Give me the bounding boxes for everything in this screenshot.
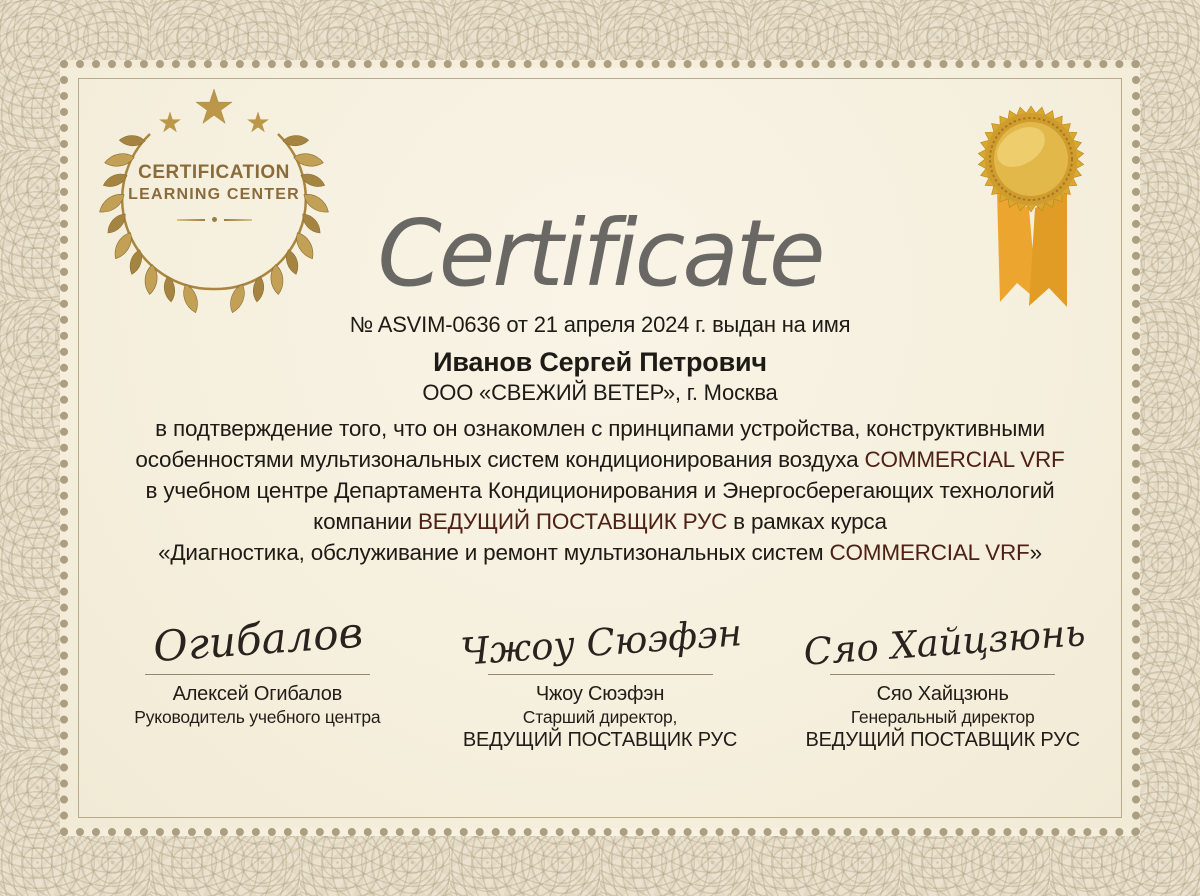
gold-rosette-ribbon-icon [955, 100, 1110, 315]
serial-line: № ASVIM-0636 от 21 апреля 2024 г. выдан на имя [349, 312, 851, 337]
signer-role: Генеральный директор [850, 707, 1035, 727]
signer-role: Руководитель учебного центра [134, 707, 381, 727]
body-line: в учебном центре Департамента Кондиционирования и Энергосберегающих технологий [145, 478, 1055, 503]
signature-block-2 [429, 582, 772, 753]
recipient-name: Иванов Сергей Петрович [433, 347, 767, 377]
certificate-body [68, 413, 1132, 568]
certificate-content [68, 68, 1132, 828]
signature-script: Сяо Хайцзюнь [801, 611, 1087, 674]
divider-bar [224, 219, 252, 221]
signature-script: Чжоу Сюэфэн [459, 611, 744, 674]
signer-name: Чжоу Сюэфэн [535, 683, 665, 705]
signature-block-3 [771, 582, 1114, 753]
signer-company: ВЕДУЩИЙ ПОСТАВЩИК РУС [805, 729, 1080, 751]
divider-bar [177, 219, 205, 221]
star-icon [248, 112, 269, 132]
body-line: «Диагностика, обслуживание и ремонт мультизональных систем COMMERCIAL VRF» [158, 540, 1042, 565]
logo-divider [82, 217, 346, 222]
body-line: в подтверждение того, что он ознакомлен с принципами устройства, конструктивными [155, 416, 1045, 441]
signature-line [145, 674, 370, 675]
signature-line [488, 674, 713, 675]
wreath-stems [122, 134, 306, 289]
signer-role: Старший директор, [522, 707, 678, 727]
signature-script: Огибалов [152, 607, 365, 672]
accent-commercial-vrf: COMMERCIAL VRF [829, 540, 1030, 565]
recipient-company: ООО «СВЕЖИЙ ВЕТЕР», г. Москва [422, 380, 778, 405]
award-medal [955, 100, 1110, 315]
signature-line [830, 674, 1055, 675]
divider-dot [212, 217, 217, 222]
signer-name: Алексей Огибалов [172, 683, 343, 705]
star-icon [160, 112, 181, 132]
ribbon-right [1029, 192, 1067, 307]
body-line: компании ВЕДУЩИЙ ПОСТАВЩИК РУС в рамках курса [313, 509, 887, 534]
logo-text-line1: CERTIFICATION [138, 162, 290, 183]
accent-commercial-vrf: COMMERCIAL VRF [864, 447, 1065, 472]
certification-center-logo [82, 86, 346, 316]
logo-text-line2: LEARNING CENTER [128, 186, 300, 203]
stars-row [160, 89, 269, 132]
signer-name: Сяо Хайцзюнь [876, 683, 1009, 705]
signature-row [86, 582, 1114, 753]
signature-block-1 [86, 582, 429, 753]
certificate-panel [60, 60, 1140, 836]
star-icon [196, 89, 232, 123]
signer-company: ВЕДУЩИЙ ПОСТАВЩИК РУС [462, 729, 738, 751]
certificate-title: Certificate [377, 200, 823, 307]
accent-supplier: ВЕДУЩИЙ ПОСТАВЩИК РУС [417, 509, 728, 534]
body-line: особенностями мультизональных систем кондиционирования воздуха COMMERCIAL VRF [135, 447, 1065, 472]
